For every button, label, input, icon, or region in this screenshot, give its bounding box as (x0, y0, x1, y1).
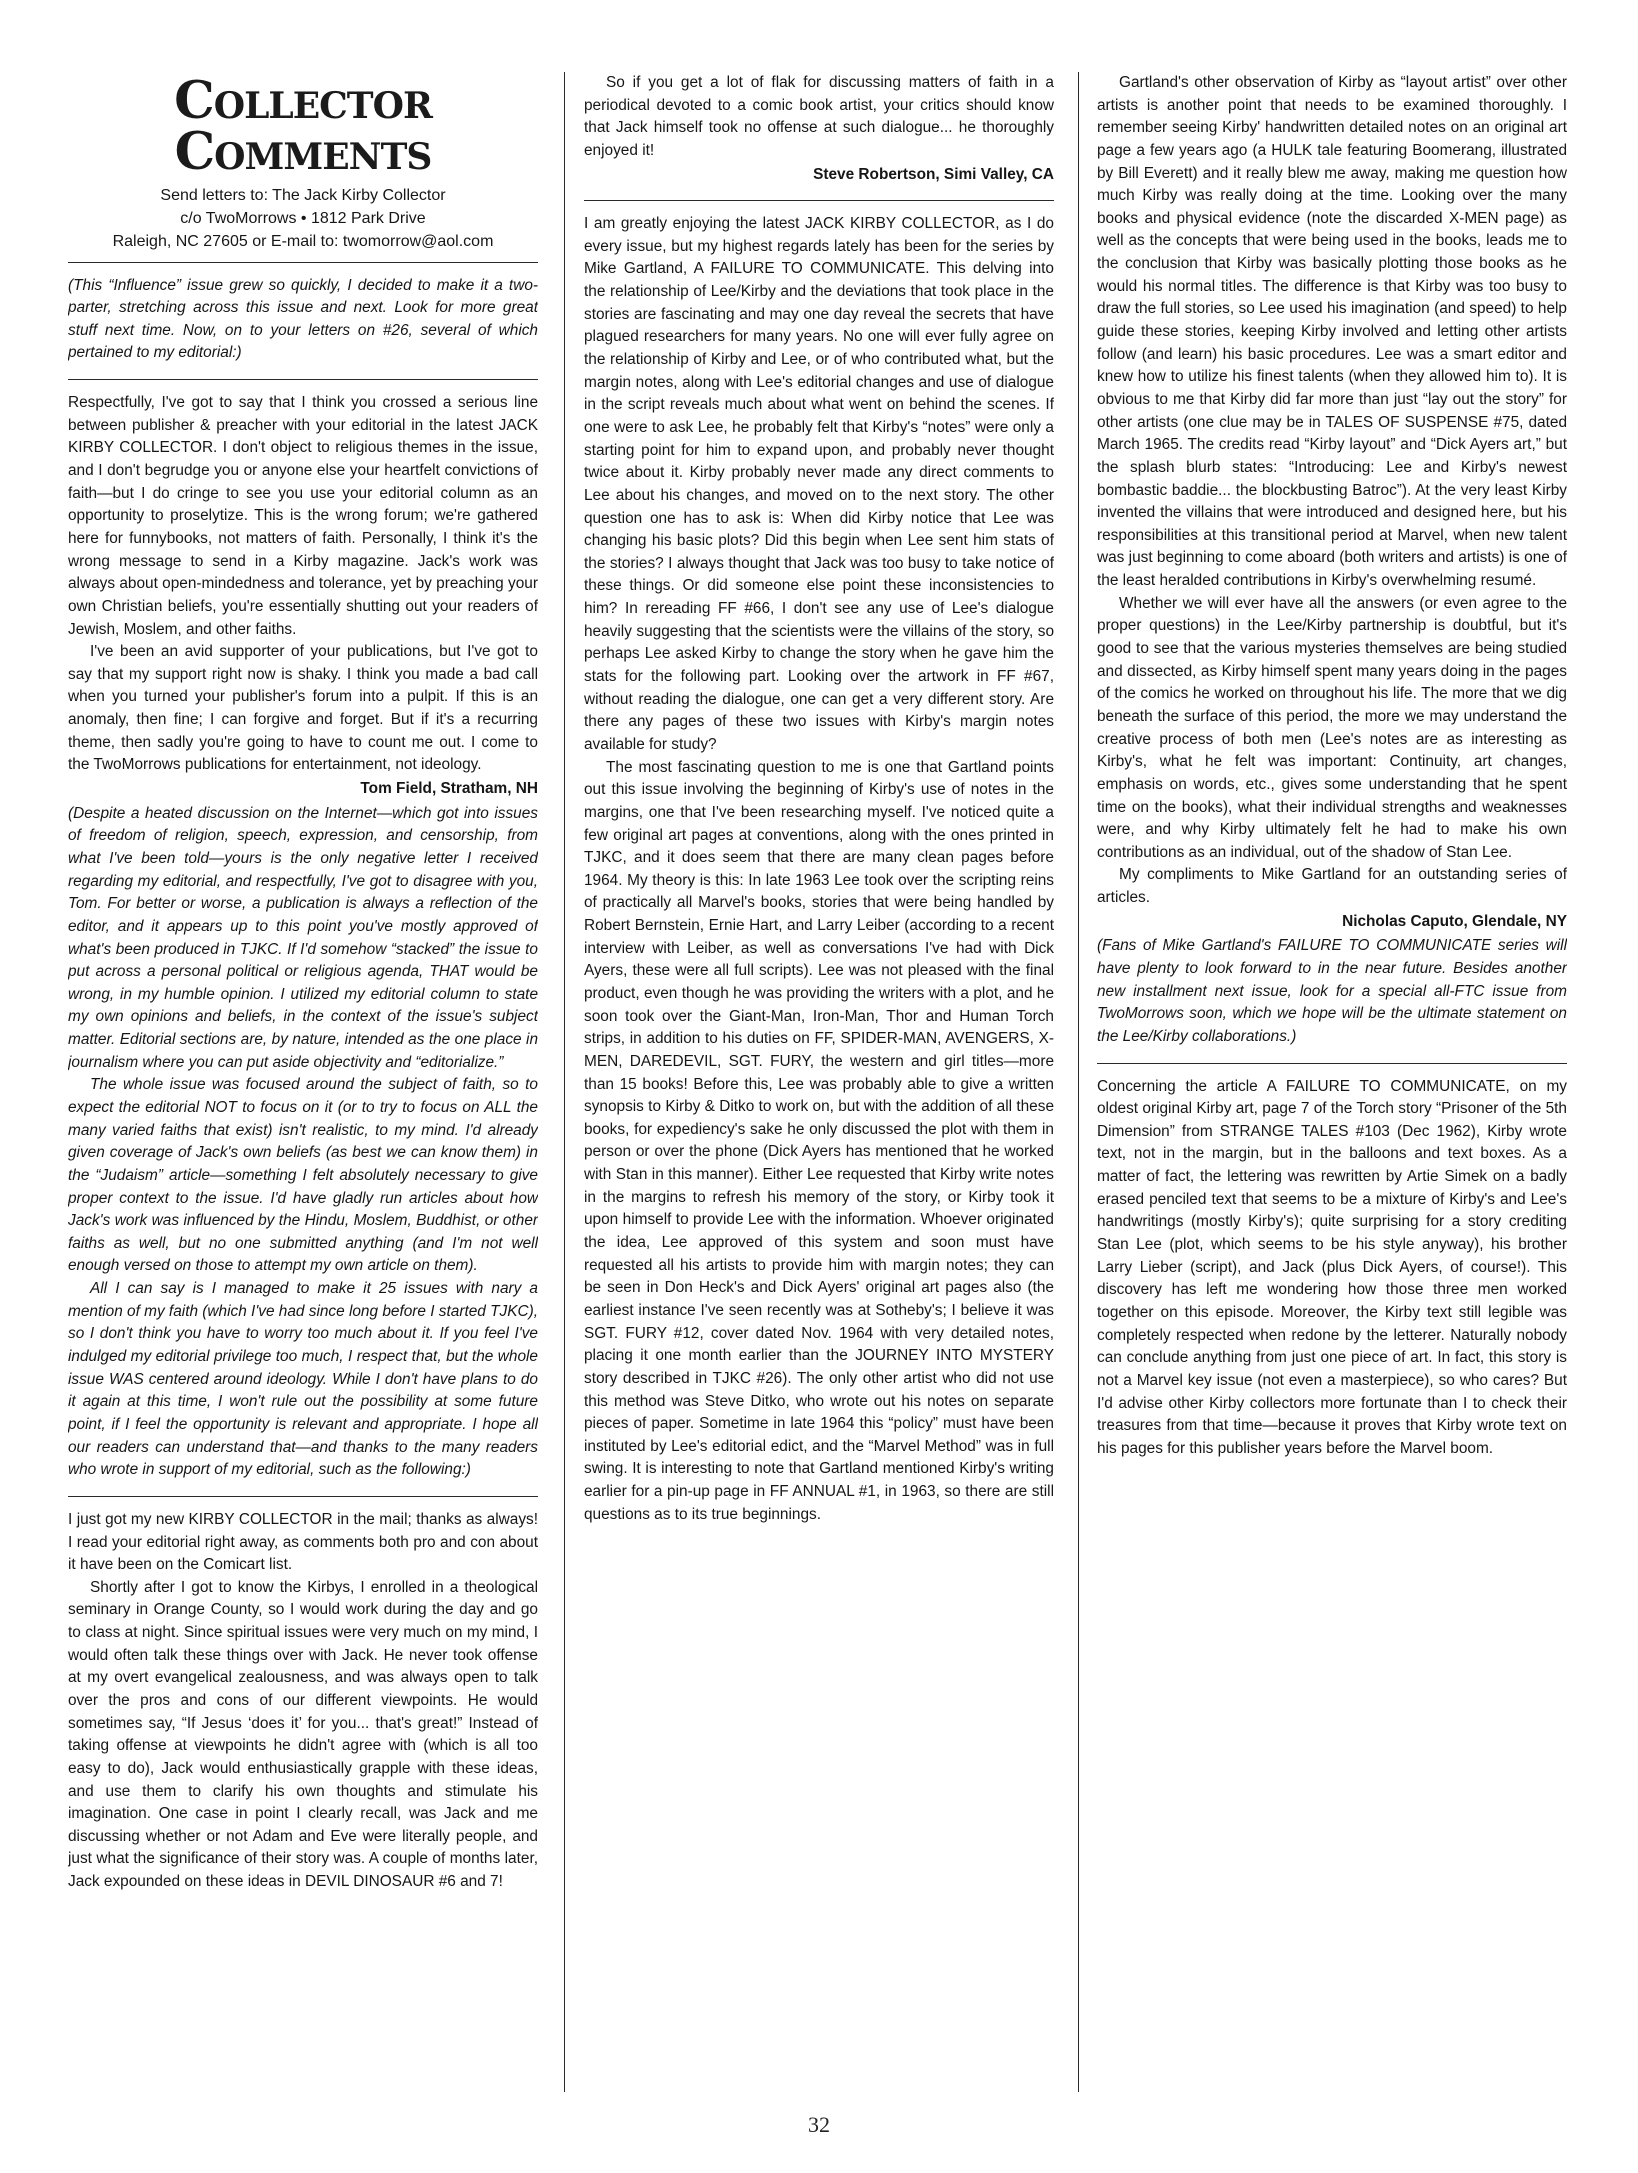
editor-reply: All I can say is I managed to make it 25 issues with nary a mention of my faith (which I've had since long before I started TJKC), so I don't think you have to worry too much about it. If you feel I've indulged my editorial privilege too much, I respect that, but the whole issue WAS centered around ideology. While I don't have plans to do it again at this time, I won't rule out the possibility at some future point, if I feel the opportunity is relevant and appropriate. I hope all our readers can understand that—and thanks to the many readers who wrote in support of my editorial, such as the following:) (68, 1280, 538, 1479)
letter-paragraph: Concerning the article A FAILURE TO COMMUNICATE, on my oldest original Kirby art, page 7 of the Torch story “Prisoner of the 5th Dimension” from STRANGE TALES #103 (Dec 1962), Kirby wrote text, not in the margin, but in the balloons and text boxes. As a matter of fact, the lettering was rewritten by Artie Simek on a badly erased penciled text that seems to be a mixture of Kirby's and Lee's handwritings (mostly Kirby's); quite surprising for a story crediting Stan Lee (plot, which seems to be his style anyway), his brother Larry Lieber (script), and Jack (plus Dick Ayers, of course!). This discovery has left me wondering how those three men worked together on this episode. Moreover, the Kirby text still legible was completely respected when redone by the letterer. Naturally nobody can conclude anything from just one piece of art. In fact, this story is not a Marvel key issue (not even a masterpiece), so who cares? But I'd advise other Kirby collectors more fortunate than I to check their treasures from that time—because it proves that Kirby wrote text on his pages for this publisher years before the Marvel boom. (1097, 1077, 1567, 1457)
mailing-address (68, 184, 538, 254)
editor-reply: (Despite a heated discussion on the Internet—which got into issues of freedom of religion, speech, expression, and censorship, from what I've been told—yours is the only negative letter I received regarding my editorial, and respectfully, I've got to disagree with you, Tom. For better or worse, a publication is always a reflection of the editor, and it appears up to this point you've mostly approved of what's been produced in TJKC. If I'd somehow “stacked” the issue to put across a personal political or religious agenda, THAT would be wrong, in my humble opinion. I utilized my editorial column to state my own opinions and beliefs, in the context of the issue's subject matter. Editorial sections are, by nature, intended as the one place in journalism where you can put aside objectivity and “editorialize.” (68, 804, 538, 1071)
address-line: c/o TwoMorrows • 1812 Park Drive (180, 210, 426, 228)
letter-paragraph: I've been an avid supporter of your publications, but I've got to say that my support right now is shaky. I think you made a bad call when you turned your publisher's forum into a pulpit. If this is an anomaly, then fine; I can forgive and forget. But if it's a recurring theme, then sadly you're going to have to count me out. I come to the TwoMorrows publications for entertainment, not ideology. (68, 643, 538, 774)
divider (68, 379, 538, 380)
letter-signature: Tom Field, Stratham, NH (360, 780, 538, 798)
divider (68, 262, 538, 263)
divider (584, 200, 1054, 201)
address-line: Send letters to: The Jack Kirby Collector (160, 187, 446, 204)
column-rule (1078, 72, 1079, 2092)
letter-paragraph: Shortly after I got to know the Kirbys, I enrolled in a theological seminary in Orange County, so I would work during the day and go to class at night. Since spiritual issues were very much on my mind, I would often talk these things over with Jack. He never took offense at my overt evangelical zealousness, and was always open to talk over the pros and cons of our different viewpoints. He would sometimes say, “If Jesus ‘does it’ for you... that's great!” Instead of taking offense at viewpoints he didn't agree with (which is all too easy to do), Jack would enthusiastically grapple with these ideas, and use them to clarify his own thoughts and stimulate his imagination. One case in point I clearly recall, was Jack and me discussing whether or not Adam and Eve were literally people, and just what the significance of their story was. A couple of months later, Jack expounded on these ideas in DEVIL DINOSAUR #6 and 7! (68, 1578, 538, 1891)
divider (1097, 1063, 1567, 1064)
letter-paragraph: Respectfully, I've got to say that I think you crossed a serious line between publisher & preacher with your editorial in the latest JACK KIRBY COLLECTOR. I don't object to religious themes in the issue, and I don't begrudge you or anyone else your heartfelt convictions of faith—but I do cringe to see you use your editorial column as an opportunity to proselytize. This is the wrong forum; we're gathered here for funnybooks, not matters of faith. Personally, I think it's the wrong message to send in a Kirby magazine. Jack's work was always about open-mindedness and tolerance, yet by preaching your own Christian beliefs, you're essentially shutting out your readers of Jewish, Moslem, and other faiths. (68, 394, 538, 638)
letter-paragraph: My compliments to Mike Gartland for an outstanding series of articles. (1097, 866, 1567, 907)
letter-paragraph: Whether we will ever have all the answers (or even agree to the proper questions) in the Lee/Kirby partnership is doubtful, but it's good to see that the various mysteries themselves are being studied and dissected, as Kirby himself spent many years doing in the pages of the comics he worked on throughout his life. The more that we dig beneath the surface of this period, the more we may understand the creative process of both men (Lee's notes are as interesting as Kirby's, what he felt was important: Continuity, art changes, emphasis on words, etc., gives some understanding that he spent time on the books), what their individual strengths and weaknesses were, and why Kirby ultimately felt he had to make his own contributions as an individual, out of the shadow of Stan Lee. (1097, 594, 1567, 861)
column-1 (68, 72, 538, 2112)
editor-reply: (Fans of Mike Gartland's FAILURE TO COMMUNICATE series will have plenty to look forward to in the near future. Besides another new installment next issue, look for a special all-FTC issue from TwoMorrows soon, which we hope will be the ultimate statement on the Lee/Kirby collaborations.) (1097, 937, 1567, 1045)
page-number: 32 (808, 2112, 830, 2137)
letter-paragraph: The most fascinating question to me is one that Gartland points out this issue involving the beginning of Kirby's use of notes in the margins, one that I've been researching myself. I've noticed quite a few original art pages at conventions, along with the ones printed in TJKC, and it does seem that there are many clean pages before 1964. My theory is this: In late 1963 Lee took over the scripting reins of practically all Marvel's books, stories that were being handled by Robert Bernstein, Ernie Hart, and Larry Leiber (according to a recent interview with Leiber, as well as conversations I've had with Dick Ayers, these were all full scripts). Lee was not pleased with the final product, even though he was providing the writers with a plot, and he soon took over the Giant-Man, Iron-Man, Thor and Human Torch strips, in addition to his duties on FF, SPIDER-MAN, AVENGERS, X-MEN, DAREDEVIL, SGT. FURY, the western and girl titles—more than 15 books! Before this, Lee was probably able to give a written synopsis to Kirby & Ditko to work on, but with the addition of all these books, for expediency's sake he only discussed the plot with them in person or over the phone (Dick Ayers has mentioned that he worked with Stan in this manner). Either Lee requested that Kirby write notes in the margins to refresh his memory of the story, or Kirby took it upon himself to provide Lee with the information. Whoever originated the idea, Lee approved of this system and soon must have requested all his artists to provide him with margin notes; they can be seen in Don Heck's and Dick Ayers' original art pages also (the earliest instance I've seen recently was at Sotheby's; I believe it was SGT. FURY #12, cover dated Nov. 1964 with very detailed notes, placing it one month earlier than the JOURNEY INTO MYSTERY story described in TJKC #26). The only other artist who did not use this method was Steve Ditko, who wrote out his notes on separate pieces of paper. Sometime in late 1964 this “policy” must have been instituted by Lee's editorial edict, and the “Marvel Method” was in full swing. It is interesting to note that Gartland mentioned Kirby's writing earlier for a pin-up page in FF ANNUAL #1, in 1963, so there are still questions as to its true beginnings. (584, 758, 1054, 1523)
intro-editorial: (This “Influence” issue grew so quickly, I decided to make it a two-parter, stretching across this issue and next. Look for more great stuff next time. Now, on to your letters on #26, several of which pertained to my editorial:) (68, 276, 538, 362)
letter-paragraph: Gartland's other observation of Kirby as “layout artist” over other artists is another point that needs to be examined thoroughly. I remember seeing Kirby' handwritten detailed notes on an original art page a few years ago (a HULK tale featuring Boomerang, illustrated by Bill Everett) and it really blew me away, making me question how much Kirby was really doing at the time. Looking over the many books and physical evidence (note the discarded X-MEN page) as well as the concepts that were being used in the books, leads me to the conclusion that Kirby was basically plotting those books as he would his normal titles. The difference is that Kirby was too busy to draw the full stories, so Lee used his imagination (and speed) to help guide these stories, keeping Kirby involved and letting other artists follow (and learn) his basic procedures. Lee was a smart editor and knew how to utilize his finest talents (when they allowed him to). It is obvious to me that Kirby did far more than just “lay out the story” for other artists (one clue may be in TALES OF SUSPENSE #75, dated March 1965. The credits read “Kirby layout” and “Dick Ayers art,” but the splash blurb states: “Introducing: Lee and Kirby's newest bombastic baddie... the blockbusting Batroc”). At the very least Kirby invented the villains that were introduced and designed here, but his responsibilities at this transitional period at Marvel, when new talent was just beginning to come aboard (both writers and artists) is one of the least heralded contributions in Kirby's overwhelming resumé. (1097, 74, 1567, 590)
letter-paragraph: I just got my new KIRBY COLLECTOR in the mail; thanks as always! I read your editorial right away, as comments both pro and con about it have been on the Comicart list. (68, 1510, 538, 1574)
letter-signature: Steve Robertson, Simi Valley, CA (813, 165, 1054, 183)
column-2 (584, 72, 1054, 2112)
letter-paragraph: So if you get a lot of flak for discussing matters of faith in a periodical devoted to a comic book artist, your critics should know that Jack himself took no offense at such dialogue... he thoroughly enjoyed it! (584, 74, 1054, 159)
letter-signature: Nicholas Caputo, Glendale, NY (1342, 912, 1567, 930)
editor-reply: The whole issue was focused around the subject of faith, so to expect the editorial NOT to focus on it (or to try to focus on ALL the many varied faiths that exist) isn't realistic, to my mind. I'd already given coverage of Jack's own beliefs (as best we can know them) in the “Judaism” article—something I felt absolutely necessary to give proper context to the issue. I'd have gladly run articles about how Jack's work was influenced by the Hindu, Moslem, Buddhist, or other faiths as well, but no one submitted anything (and I'm not well enough versed on those to attempt my own article on them). (68, 1076, 538, 1275)
address-line: Raleigh, NC 27605 or E-mail to: twomorrow@aol.com (112, 233, 494, 251)
letter-paragraph: I am greatly enjoying the latest JACK KIRBY COLLECTOR, as I do every issue, but my highest regards lately has been for the series by Mike Gartland, A FAILURE TO COMMUNICATE. This delving into the relationship of Lee/Kirby and the deviations that took place in the stories are fascinating and may one day reveal the secrets that have plagued researchers for many years. No one will ever fully agree on the relationship of Kirby and Lee, or of who contributed what, but the margin notes, along with Lee's editorial changes and use of dialogue in the script reveals much about what went on behind the scenes. If one were to ask Lee, he probably felt that Kirby's “notes” were only a starting point for him to expand upon, and probably never thought twice about it. Kirby probably never made any direct comments to Lee about his changes, and moved on to the next story. The other question one has to ask is: When did Kirby notice that Lee was changing his basic plots? Did this begin when Lee sent him stats of the stories? I always thought that Jack was too busy to take notice of these things. Or did someone else point these inconsistencies to him? In rereading FF #66, I don't see any use of Lee's dialogue heavily suggesting that the scientists were the villains of the story, so perhaps Lee asked Kirby to change the story when he gave him the stats for the following part. Looking over the artwork in FF #67, without reading the dialogue, one can get a very different story. Are there any pages of these two issues with Kirby's margin notes available for study? (584, 215, 1054, 753)
column-3 (1097, 72, 1567, 2112)
column-rule (564, 72, 565, 2092)
page-title: Collector Comments (174, 72, 432, 182)
divider (68, 1496, 538, 1497)
